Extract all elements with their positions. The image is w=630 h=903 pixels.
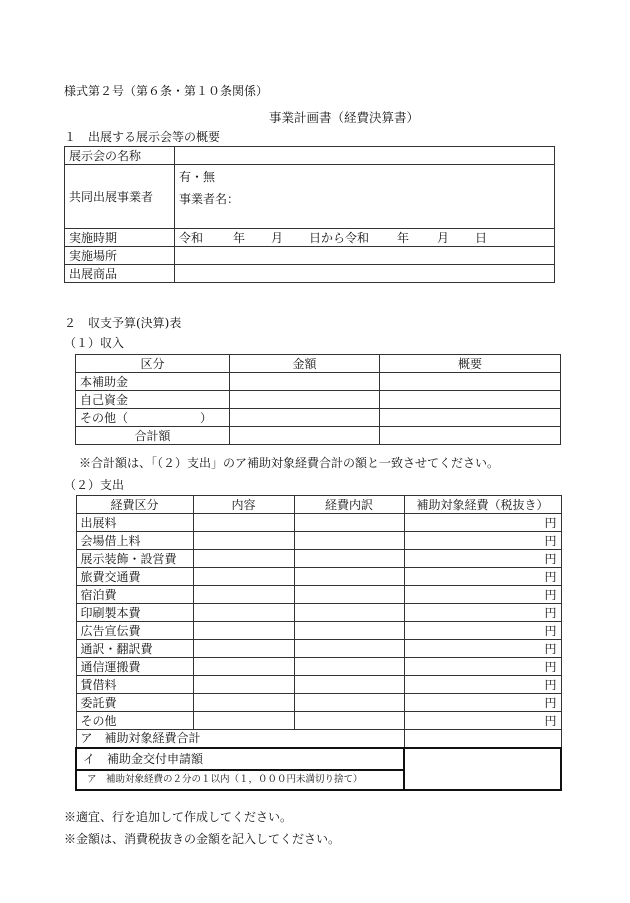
expenses-table [75,495,562,791]
income-row-label: 本補助金 [76,373,230,391]
expense-breakdown-field[interactable] [294,586,404,604]
venue-label: 実施場所 [65,247,175,265]
expenses-header-eligible: 補助対象経費（税抜き） [404,496,561,514]
expense-amount-yen[interactable]: 円 [404,550,561,568]
expense-amount-yen[interactable]: 円 [404,514,561,532]
expense-breakdown-field[interactable] [294,604,404,622]
expense-category: 宿泊費 [76,586,193,604]
period-month2: 月 [437,231,450,245]
expense-content-field[interactable] [193,532,294,550]
expense-amount-yen[interactable]: 円 [404,622,561,640]
income-total-summary-field[interactable] [380,427,561,445]
expenses-heading: （２）支出 [64,478,125,492]
income-table [75,354,561,445]
subtotal-field[interactable] [404,730,561,748]
expense-breakdown-field[interactable] [294,640,404,658]
exhibition-name-field[interactable] [175,147,555,165]
products-label: 出展商品 [65,265,175,283]
expense-row [76,550,561,568]
footnote-tax-excluded: ※金額は、消費税抜きの金額を記入してください。 [64,832,341,846]
period-label: 実施時期 [65,229,175,247]
income-total-field[interactable] [230,427,380,445]
expense-row [76,586,561,604]
expense-amount-yen[interactable]: 円 [404,586,561,604]
expense-breakdown-field[interactable] [294,712,404,730]
period-year2: 年 [397,231,410,245]
expense-category: 委託費 [76,694,193,712]
expense-content-field[interactable] [193,658,294,676]
joint-exhibitor-label: 共同出展事業者 [65,165,175,229]
expense-amount-yen[interactable]: 円 [404,658,561,676]
products-field[interactable] [175,265,555,283]
expense-content-field[interactable] [193,712,294,730]
grant-amount-field[interactable] [404,748,561,790]
expense-row [76,694,561,712]
joint-company-label: 事業者名： [179,192,240,206]
expense-category: 通信運搬費 [76,658,193,676]
form-number: 様式第２号（第６条・第１０条関係） [64,84,269,98]
joint-yes-no: 有・無 [179,170,216,184]
expense-breakdown-field[interactable] [294,658,404,676]
expense-breakdown-field[interactable] [294,532,404,550]
expense-amount-yen[interactable]: 円 [404,694,561,712]
expense-category: 旅費交通費 [76,568,193,586]
expense-amount-yen[interactable]: 円 [404,676,561,694]
income-header-amount: 金額 [230,355,380,373]
income-total-label: 合計額 [76,427,230,445]
expense-category: 会場借上料 [76,532,193,550]
income-heading: （１）収入 [64,336,125,350]
joint-exhibitor-field[interactable] [175,165,555,229]
venue-field[interactable] [175,247,555,265]
income-row-label: その他（ ） [76,409,230,427]
grant-note: ア 補助対象経費の２分の１以内（１，０００円未満切り捨て） [76,770,404,790]
overview-table [64,146,555,283]
income-amount-field[interactable] [230,391,380,409]
expense-category: 賃借料 [76,676,193,694]
income-summary-field[interactable] [380,409,561,427]
expense-row [76,568,561,586]
expenses-header-content: 内容 [193,496,294,514]
income-note: ※合計額は、「（２）支出」のア補助対象経費合計の額と一致させてください。 [79,456,500,470]
period-day2: 日 [475,231,488,245]
period-month1: 月 [271,231,284,245]
period-year1: 年 [233,231,246,245]
income-row-label: 自己資金 [76,391,230,409]
expense-breakdown-field[interactable] [294,622,404,640]
expense-amount-yen[interactable]: 円 [404,712,561,730]
expense-content-field[interactable] [193,568,294,586]
expense-row [76,676,561,694]
expenses-header-breakdown: 経費内訳 [294,496,404,514]
expense-category: 広告宣伝費 [76,622,193,640]
expense-row [76,658,561,676]
expense-amount-yen[interactable]: 円 [404,532,561,550]
subtotal-label: ア 補助対象経費合計 [76,730,404,748]
expense-row [76,712,561,730]
expense-content-field[interactable] [193,640,294,658]
expenses-header-category: 経費区分 [76,496,193,514]
expense-breakdown-field[interactable] [294,514,404,532]
expense-row [76,604,561,622]
grant-label-cell [76,748,404,770]
expense-category: 印刷製本費 [76,604,193,622]
expense-content-field[interactable] [193,586,294,604]
income-amount-field[interactable] [230,409,380,427]
expense-content-field[interactable] [193,676,294,694]
expense-content-field[interactable] [193,604,294,622]
expense-content-field[interactable] [193,514,294,532]
exhibition-name-label: 展示会の名称 [65,147,175,165]
expense-content-field[interactable] [193,550,294,568]
grant-label: イ 補助金交付申請額 [83,751,204,766]
expense-breakdown-field[interactable] [294,694,404,712]
footnote-add-rows: ※適宜、行を追加して作成してください。 [64,810,293,824]
expense-amount-yen[interactable]: 円 [404,568,561,586]
document-title: 事業計画書（経費決算書） [269,110,420,125]
expense-category: 通訳・翻訳費 [76,640,193,658]
expense-breakdown-field[interactable] [294,568,404,586]
expense-row [76,532,561,550]
income-header-summary: 概要 [380,355,561,373]
expense-content-field[interactable] [193,622,294,640]
expense-row [76,622,561,640]
period-from: 日から令和 [309,231,370,245]
section1-heading: １ 出展する展示会等の概要 [64,130,221,144]
expense-category: 展示装飾・設営費 [76,550,193,568]
expense-category: その他 [76,712,193,730]
expense-amount-yen[interactable]: 円 [404,640,561,658]
income-amount-field[interactable] [230,373,380,391]
period-field[interactable] [175,229,555,247]
period-reiwa1: 令和 [179,231,204,245]
expense-breakdown-field[interactable] [294,550,404,568]
expense-breakdown-field[interactable] [294,676,404,694]
expense-row [76,640,561,658]
expense-category: 出展料 [76,514,193,532]
expense-amount-yen[interactable]: 円 [404,604,561,622]
income-header-category: 区分 [76,355,230,373]
expense-content-field[interactable] [193,694,294,712]
income-summary-field[interactable] [380,373,561,391]
expense-row [76,514,561,532]
income-summary-field[interactable] [380,391,561,409]
section2-heading: ２ 収支予算(決算)表 [64,316,182,330]
